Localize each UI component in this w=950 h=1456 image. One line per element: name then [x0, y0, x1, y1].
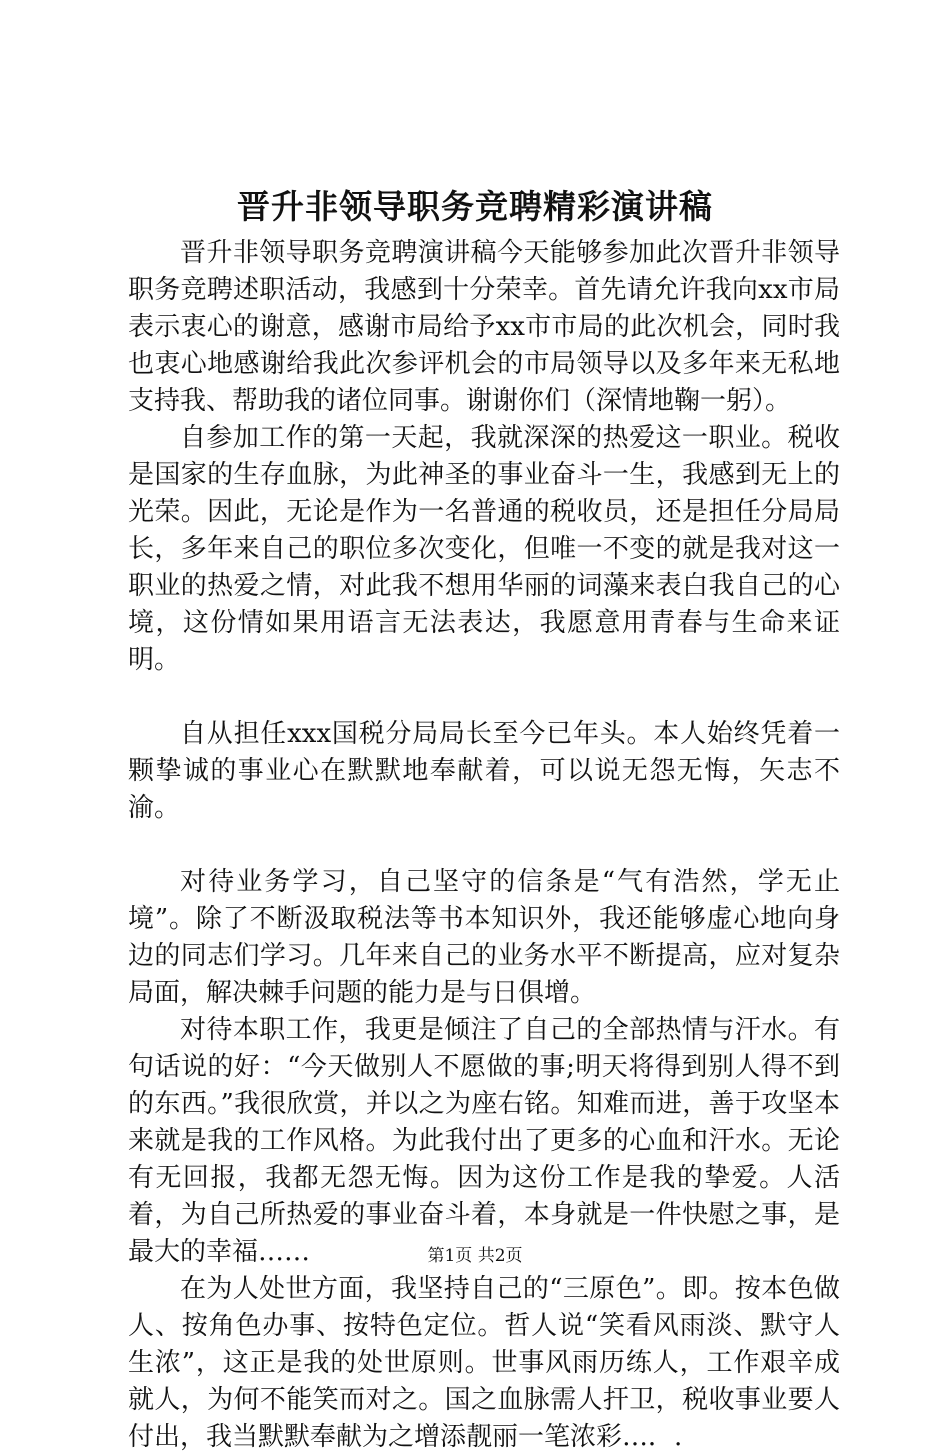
page-footer: 第1页 共2页 — [427, 1246, 523, 1266]
document-body — [128, 235, 840, 1456]
paragraph-work: 对待本职工作，我更是倾注了自己的全部热情与汗水。有句话说的好：“今天做别人不愿做的事;明天将得到别人得不到的东西。”我很欣赏，并以之为座右铭。知难而进，善于攻坚本来就是我的工作风格。为此我付出了更多的心血和汗水。无论有无回报，我都无怨无悔。因为这份工作是我的挚爱。人活着，为自己所热爱的事业奋斗着，本身就是一件快慰之事，是最大的幸福…… — [128, 1015, 840, 1267]
paragraph-study: 对待业务学习，自己坚守的信条是“气有浩然，学无止境”。除了不断汲取税法等书本知识外，我还能够虚心地向身边的同志们学习。几年来自己的业务水平不断提高，应对复杂局面，解决棘手问题的能力是与日俱增。 — [128, 867, 840, 1008]
document-title: 晋升非领导职务竞聘精彩演讲稿 — [237, 187, 713, 226]
paragraph-tenure: 自从担任xxx国税分局局长至今已年头。本人始终凭着一颗挚诚的事业心在默默地奉献着，可以说无怨无悔，矢志不渝。 — [128, 719, 840, 823]
paragraph-principles: 在为人处世方面，我坚持自己的“三原色”。即。按本色做人、按角色办事、按特色定位。哲人说“笑看风雨淡、默守人生浓”，这正是我的处世原则。世事风雨历练人，工作艰辛成就人，为何不能笑而对之。国之血脉需人扞卫，税收事业要人付出，我当默默奉献为之增添靓丽一笔浓彩…．. — [128, 1274, 840, 1452]
paragraph-intro: 晋升非领导职务竞聘演讲稿今天能够参加此次晋升非领导职务竞聘述职活动，我感到十分荣幸。首先请允许我向xx市局表示衷心的谢意，感谢市局给予xx市市局的此次机会，同时我也衷心地感谢给我此次参评机会的市局领导以及多年来无私地支持我、帮助我的诸位同事。谢谢你们（深情地鞠一躬）。 — [128, 238, 840, 416]
paragraph-career-love: 自参加工作的第一天起，我就深深的热爱这一职业。税收是国家的生存血脉，为此神圣的事业奋斗一生，我感到无上的光荣。因此，无论是作为一名普通的税收员，还是担任分局局长，多年来自己的职位多次变化，但唯一不变的就是我对这一职业的热爱之情，对此我不想用华丽的词藻来表白我自己的心境，这份情如果用语言无法表达，我愿意用青春与生命来证明。 — [128, 423, 840, 675]
